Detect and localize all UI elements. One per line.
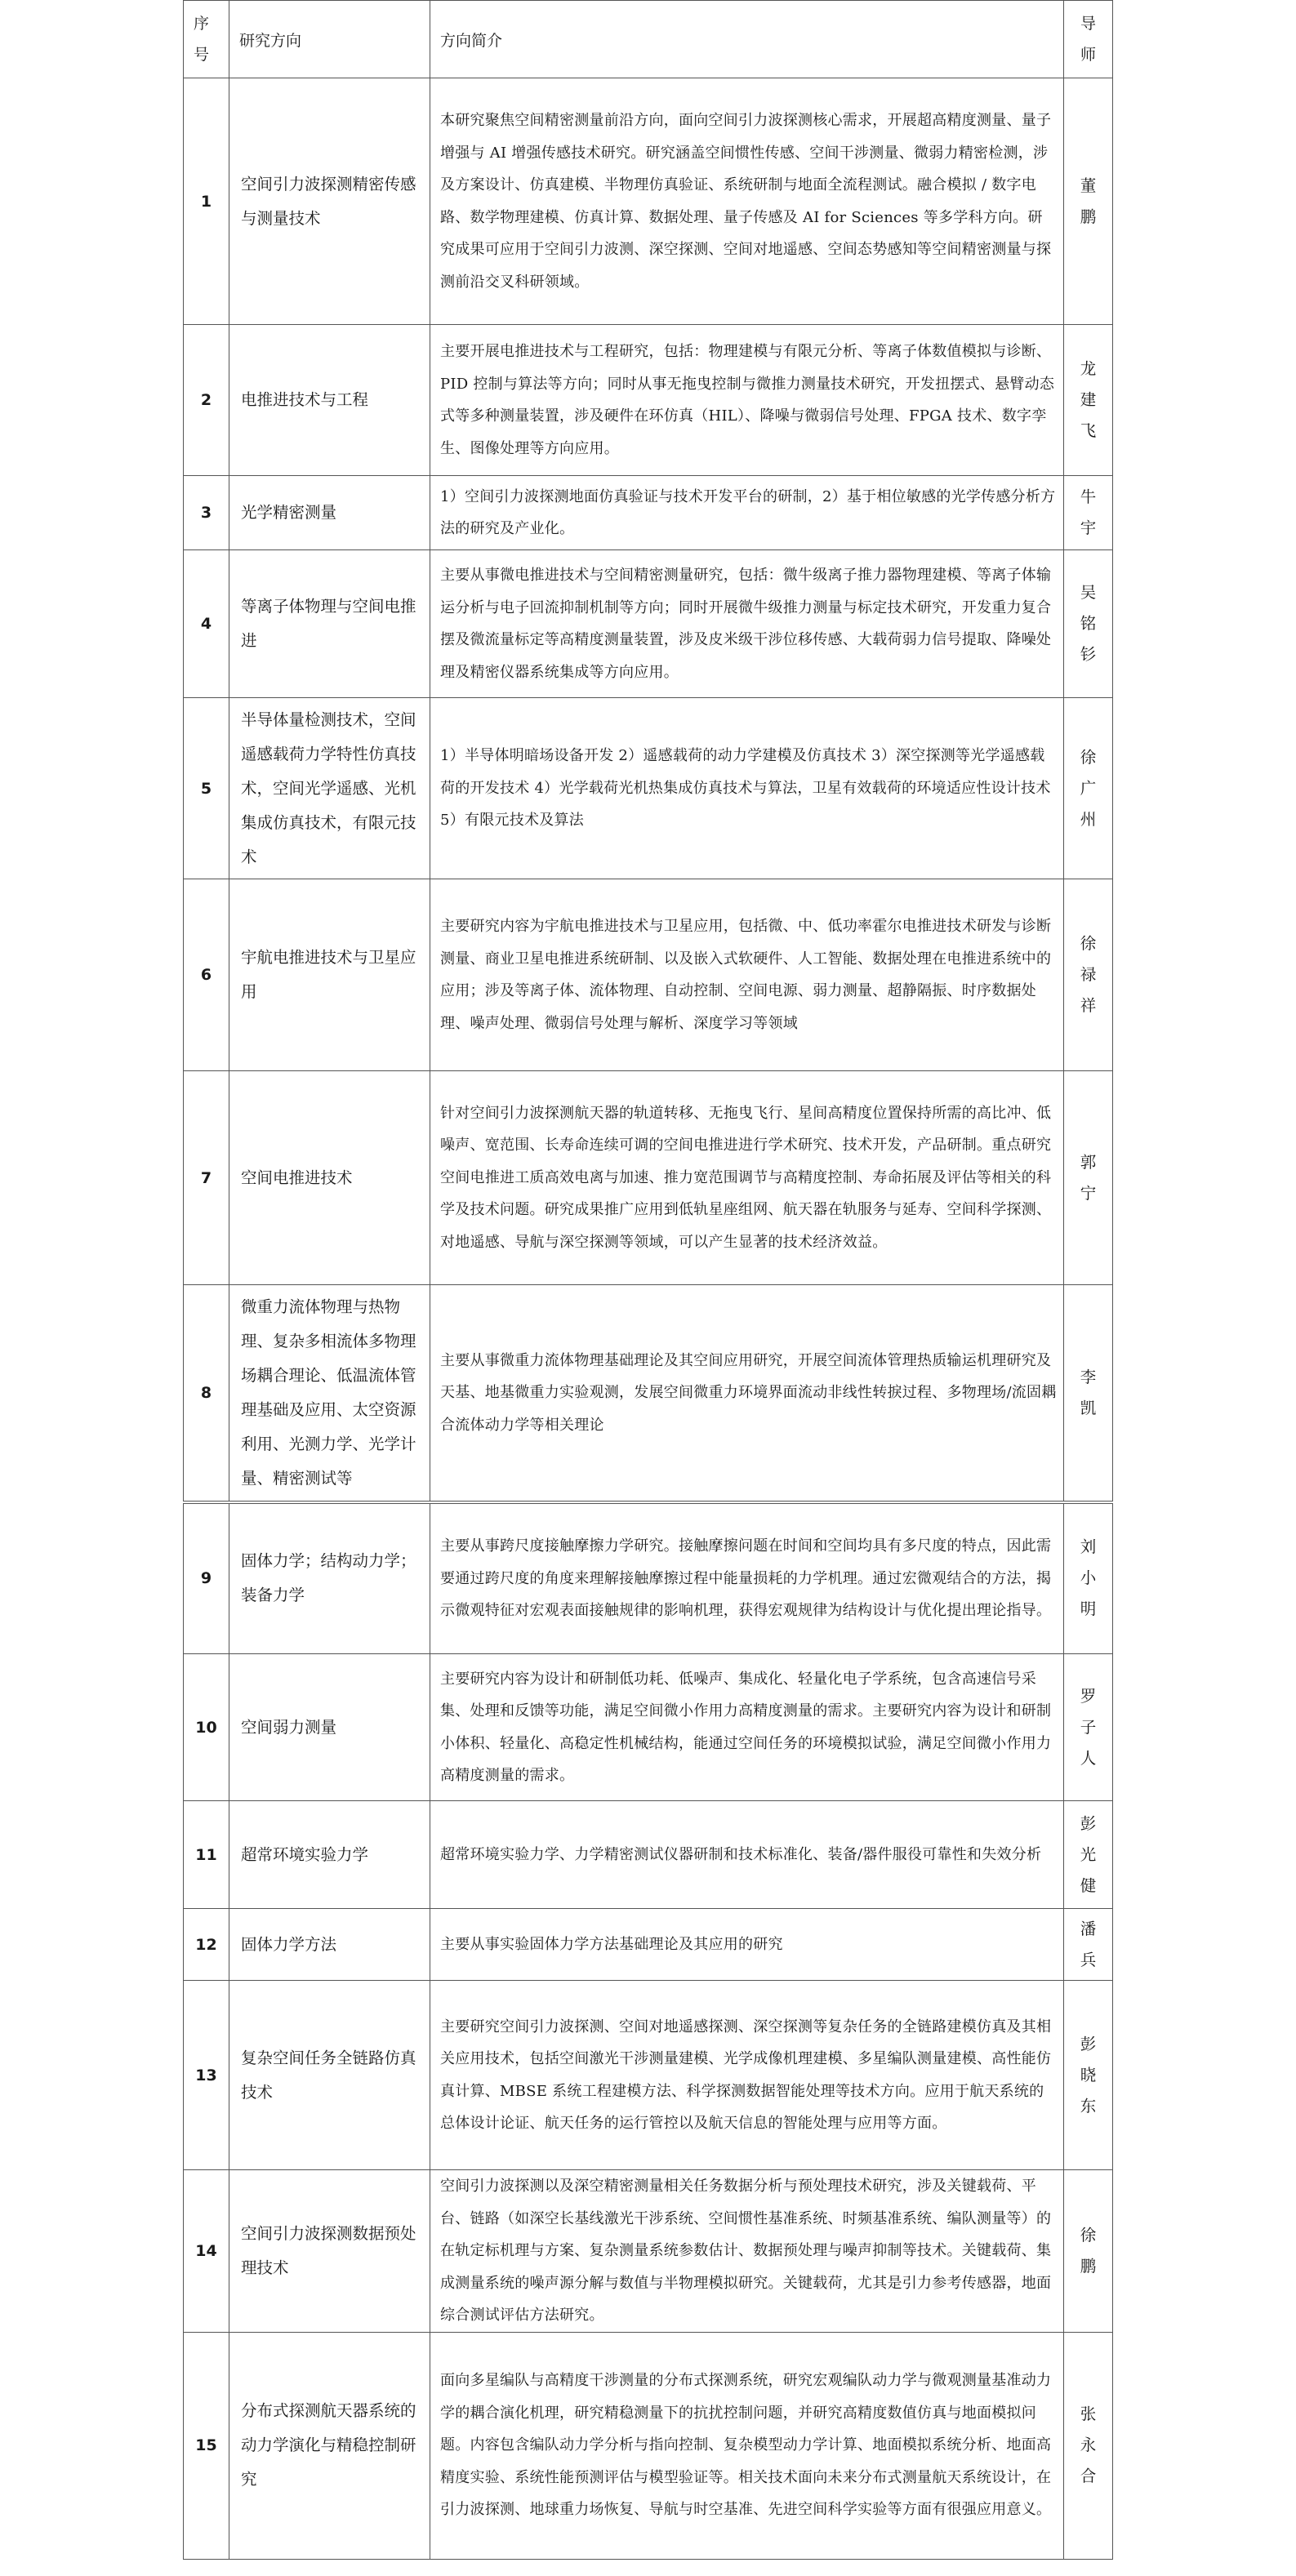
direction-description: 超常环境实验力学、力学精密测试仪器研制和技术标准化、装备/器件服役可靠性和失效分析: [430, 1801, 1064, 1909]
research-direction: 光学精密测量: [229, 476, 430, 550]
table-row: [184, 1071, 1113, 1285]
row-number: 5: [184, 698, 229, 879]
tutor-name: 董鹏: [1080, 176, 1097, 226]
tutor-name: 刘小明: [1080, 1537, 1097, 1619]
tutor-name: 徐鹏: [1080, 2225, 1097, 2276]
row-number: 7: [184, 1071, 229, 1285]
table-row: [184, 1801, 1113, 1909]
table-row: [184, 550, 1113, 698]
direction-description: 主要从事跨尺度接触摩擦力学研究。接触摩擦问题在时间和空间均具有多尺度的特点，因此需要通过跨尺度的角度来理解接触摩擦过程中能量损耗的力学机理。通过宏微观结合的方法，揭示微观特征对宏观表面接触规律的影响机理，获得宏观规律为结构设计与优化提出理论指导。: [430, 1502, 1064, 1654]
tutor-cell: [1064, 1909, 1113, 1981]
research-direction: 固体力学；结构动力学；装备力学: [229, 1502, 430, 1654]
tutor-cell: [1064, 698, 1113, 879]
table-row: [184, 1502, 1113, 1654]
tutor-cell: [1064, 550, 1113, 698]
tutor-cell: [1064, 2170, 1113, 2333]
research-direction: 半导体量检测技术，空间遥感载荷力学特性仿真技术，空间光学遥感、光机集成仿真技术，有限元技术: [229, 698, 430, 879]
research-direction: 空间引力波探测精密传感与测量技术: [229, 78, 430, 325]
tutor-name: 李凯: [1080, 1367, 1097, 1417]
header-tutor: 导师: [1064, 1, 1113, 78]
table-row: [184, 1285, 1113, 1502]
tutor-cell: [1064, 1502, 1113, 1654]
research-direction: 微重力流体物理与热物理、复杂多相流体多物理场耦合理论、低温流体管理基础及应用、太空资源利用、光测力学、光学计量、精密测试等: [229, 1285, 430, 1502]
header-description: 方向简介: [430, 1, 1064, 78]
direction-description: 空间引力波探测以及深空精密测量相关任务数据分析与预处理技术研究，涉及关键载荷、平台、链路（如深空长基线激光干涉系统、空间惯性基准系统、时频基准系统、编队测量等）的在轨定标机理与方案、复杂测量系统参数估计、数据预处理与噪声抑制等技术。关键载荷、集成测量系统的噪声源分解与数值与半物理模拟研究。关键载荷，尤其是引力参考传感器，地面综合测试评估方法研究。: [430, 2170, 1064, 2333]
tutor-name: 张永合: [1080, 2405, 1097, 2485]
row-number: 4: [184, 550, 229, 698]
table-row: [184, 2170, 1113, 2333]
tutor-cell: [1064, 1801, 1113, 1909]
tutor-cell: [1064, 2332, 1113, 2559]
research-direction: 复杂空间任务全链路仿真技术: [229, 1981, 430, 2170]
direction-description: 主要开展电推进技术与工程研究，包括：物理建模与有限元分析、等离子体数值模拟与诊断、PID 控制与算法等方向；同时从事无拖曳控制与微推力测量技术研究，开发扭摆式、悬臂动态式等多种测量装置，涉及硬件在环仿真（HIL）、降噪与微弱信号处理、FPGA 技术、数字孪生、图像处理等方向应用。: [430, 325, 1064, 476]
tutor-cell: [1064, 476, 1113, 550]
tutor-cell: [1064, 1071, 1113, 1285]
row-number: 8: [184, 1285, 229, 1502]
row-number: 12: [184, 1909, 229, 1981]
tutor-name: 彭光健: [1080, 1813, 1097, 1895]
research-direction: 超常环境实验力学: [229, 1801, 430, 1909]
header-no: 序号: [184, 1, 229, 78]
tutor-name: 罗子人: [1080, 1686, 1097, 1768]
header-direction: 研究方向: [229, 1, 430, 78]
tutor-name: 龙建飞: [1080, 359, 1097, 440]
row-number: 14: [184, 2170, 229, 2333]
research-direction: 空间电推进技术: [229, 1071, 430, 1285]
direction-description: 主要从事微电推进技术与空间精密测量研究，包括：微牛级离子推力器物理建模、等离子体输运分析与电子回流抑制机制等方向；同时开展微牛级推力测量与标定技术研究，开发重力复合摆及微流量标定等高精度测量装置，涉及皮米级干涉位移传感、大载荷弱力信号提取、降噪处理及精密仪器系统集成等方向应用。: [430, 550, 1064, 698]
direction-description: 主要研究内容为宇航电推进技术与卫星应用，包括微、中、低功率霍尔电推进技术研发与诊断测量、商业卫星电推进系统研制、以及嵌入式软硬件、人工智能、数据处理在电推进系统中的应用；涉及等离子体、流体物理、自动控制、空间电源、弱力测量、超静隔振、时序数据处理、噪声处理、微弱信号处理与解析、深度学习等领域: [430, 879, 1064, 1071]
table-row: [184, 1654, 1113, 1801]
tutor-name: 牛宇: [1080, 487, 1097, 537]
research-direction: 电推进技术与工程: [229, 325, 430, 476]
tutor-name: 郭宁: [1080, 1152, 1097, 1203]
tutor-cell: [1064, 78, 1113, 325]
table-row: [184, 1981, 1113, 2170]
research-direction: 宇航电推进技术与卫星应用: [229, 879, 430, 1071]
row-number: 1: [184, 78, 229, 325]
tutor-cell: [1064, 325, 1113, 476]
row-number: 15: [184, 2332, 229, 2559]
row-number: 6: [184, 879, 229, 1071]
research-directions-table: [183, 0, 1113, 2560]
table-row: [184, 2332, 1113, 2559]
table-row: [184, 1909, 1113, 1981]
table-row: [184, 78, 1113, 325]
direction-description: 针对空间引力波探测航天器的轨道转移、无拖曳飞行、星间高精度位置保持所需的高比冲、低噪声、宽范围、长寿命连续可调的空间电推进进行学术研究、技术开发，产品研制。重点研究空间电推进工质高效电离与加速、推力宽范围调节与高精度控制、寿命拓展及评估等相关的科学及技术问题。研究成果推广应用到低轨星座组网、航天器在轨服务与延寿、空间科学探测、对地遥感、导航与深空探测等领域，可以产生显著的技术经济效益。: [430, 1071, 1064, 1285]
direction-description: 1）半导体明暗场设备开发 2）遥感载荷的动力学建模及仿真技术 3）深空探测等光学遥感载荷的开发技术 4）光学载荷光机热集成仿真技术与算法，卫星有效载荷的环境适应性设计技术 5）有限元技术及算法: [430, 698, 1064, 879]
direction-description: 面向多星编队与高精度干涉测量的分布式探测系统，研究宏观编队动力学与微观测量基准动力学的耦合演化机理，研究精稳测量下的抗扰控制问题，并研究高精度数值仿真与地面模拟问题。内容包含编队动力学分析与指向控制、复杂模型动力学计算、地面模拟系统分析、地面高精度实验、系统性能预测评估与模型验证等。相关技术面向未来分布式测量航天系统设计，在引力波探测、地球重力场恢复、导航与时空基准、先进空间科学实验等方面有很强应用意义。: [430, 2332, 1064, 2559]
direction-description: 主要研究空间引力波探测、空间对地遥感探测、深空探测等复杂任务的全链路建模仿真及其相关应用技术，包括空间激光干涉测量建模、光学成像机理建模、多星编队测量建模、高性能仿真计算、MBSE 系统工程建模方法、科学探测数据智能处理等技术方向。应用于航天系统的总体设计论证、航天任务的运行管控以及航天信息的智能处理与应用等方面。: [430, 1981, 1064, 2170]
table-header-row: [184, 1, 1113, 78]
direction-description: 主要从事实验固体力学方法基础理论及其应用的研究: [430, 1909, 1064, 1981]
row-number: 13: [184, 1981, 229, 2170]
table-row: [184, 879, 1113, 1071]
direction-description: 主要研究内容为设计和研制低功耗、低噪声、集成化、轻量化电子学系统，包含高速信号采集、处理和反馈等功能，满足空间微小作用力高精度测量的需求。主要研究内容为设计和研制小体积、轻量化、高稳定性机械结构，能通过空间任务的环境模拟试验，满足空间微小作用力高精度测量的需求。: [430, 1654, 1064, 1801]
tutor-name: 彭晓东: [1080, 2034, 1097, 2116]
tutor-name: 徐禄祥: [1080, 934, 1097, 1015]
tutor-name: 吴铭钐: [1080, 583, 1097, 664]
row-number: 11: [184, 1801, 229, 1909]
tutor-name: 潘兵: [1080, 1919, 1097, 1969]
row-number: 9: [184, 1502, 229, 1654]
table-row: [184, 698, 1113, 879]
tutor-cell: [1064, 1285, 1113, 1502]
tutor-cell: [1064, 879, 1113, 1071]
tutor-name: 徐广州: [1080, 747, 1097, 829]
tutor-cell: [1064, 1654, 1113, 1801]
research-direction: 等离子体物理与空间电推进: [229, 550, 430, 698]
research-direction: 分布式探测航天器系统的动力学演化与精稳控制研究: [229, 2332, 430, 2559]
direction-description: 主要从事微重力流体物理基础理论及其空间应用研究，开展空间流体管理热质输运机理研究及天基、地基微重力实验观测，发展空间微重力环境界面流动非线性转捩过程、多物理场/流固耦合流体动力学等相关理论: [430, 1285, 1064, 1502]
research-direction: 空间引力波探测数据预处理技术: [229, 2170, 430, 2333]
research-direction: 空间弱力测量: [229, 1654, 430, 1801]
direction-description: 本研究聚焦空间精密测量前沿方向，面向空间引力波探测核心需求，开展超高精度测量、量子增强与 AI 增强传感技术研究。研究涵盖空间惯性传感、空间干涉测量、微弱力精密检测，涉及方案设计、仿真建模、半物理仿真验证、系统研制与地面全流程测试。融合模拟 / 数字电路、数学物理建模、仿真计算、数据处理、量子传感及 AI for Sciences 等多学科方向。研究成果可应用于空间引力波测、深空探测、空间对地遥感、空间态势感知等空间精密测量与探测前沿交叉科研领域。: [430, 78, 1064, 325]
row-number: 10: [184, 1654, 229, 1801]
table-row: [184, 476, 1113, 550]
row-number: 2: [184, 325, 229, 476]
table-row: [184, 325, 1113, 476]
direction-description: 1）空间引力波探测地面仿真验证与技术开发平台的研制，2）基于相位敏感的光学传感分析方法的研究及产业化。: [430, 476, 1064, 550]
tutor-cell: [1064, 1981, 1113, 2170]
research-direction: 固体力学方法: [229, 1909, 430, 1981]
row-number: 3: [184, 476, 229, 550]
